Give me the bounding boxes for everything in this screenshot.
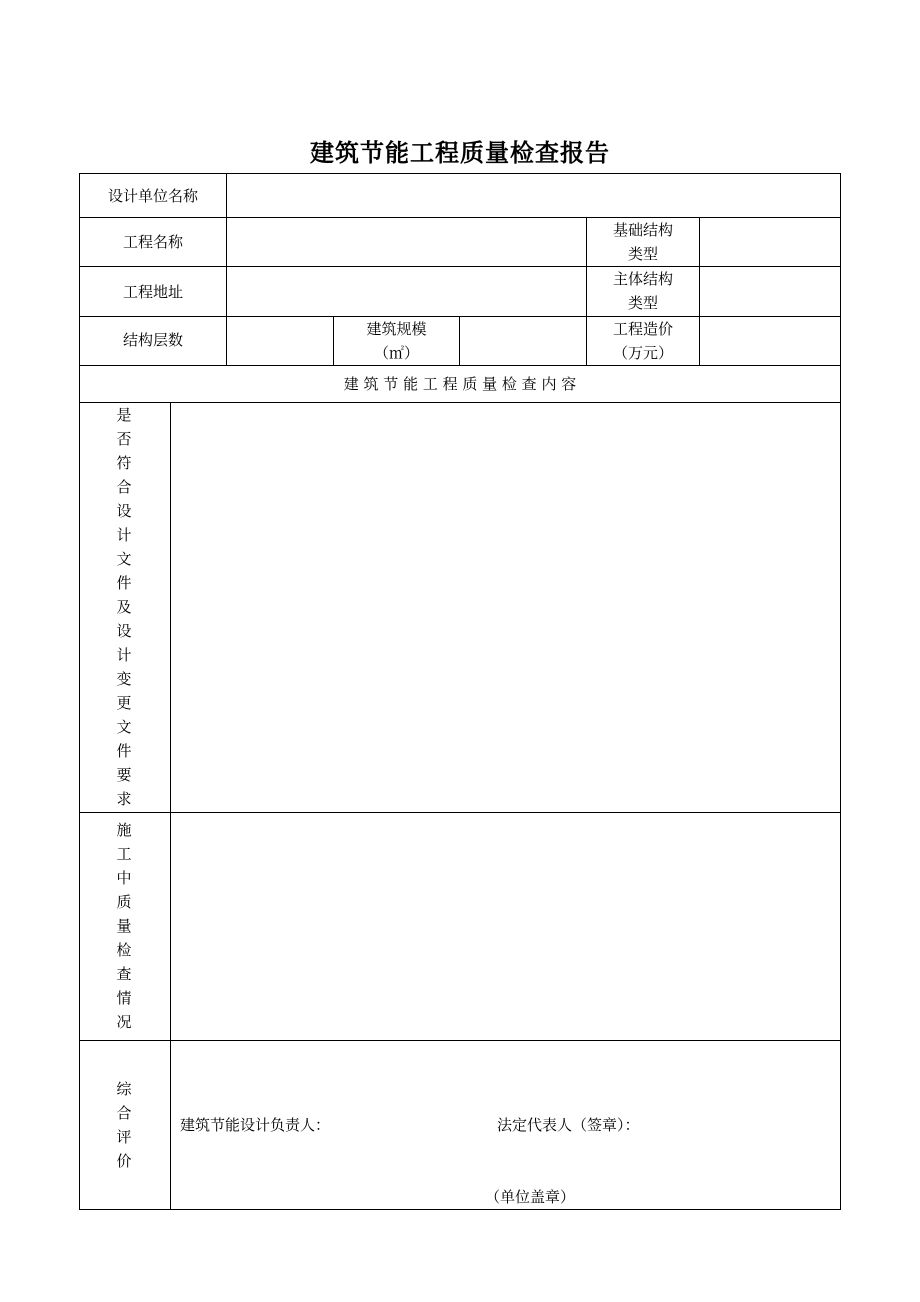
section-char: 计: [116, 646, 132, 664]
main-structure-field[interactable]: [700, 267, 840, 316]
section-char: 施: [116, 821, 132, 839]
scale-label-line2: （㎡）: [373, 344, 419, 362]
section-char: 件: [116, 742, 132, 760]
section-char: 设: [116, 502, 132, 520]
section-char: 设: [116, 622, 132, 640]
project-name-field[interactable]: [227, 218, 586, 266]
section-char: 及: [116, 598, 132, 616]
design-unit-label: 设计单位名称: [107, 187, 198, 205]
section-char: 评: [116, 1128, 132, 1146]
section-char: 价: [116, 1152, 132, 1170]
scale-field[interactable]: [460, 317, 586, 365]
section-char: 是: [116, 406, 132, 424]
section-char: 中: [116, 869, 132, 887]
evaluation-label: [109, 1077, 139, 1173]
section-char: 件: [116, 574, 132, 592]
construction-quality-label: [109, 818, 139, 1034]
designer-signature-label: 建筑节能设计负责人：: [180, 1116, 331, 1134]
unit-stamp-label: （单位盖章）: [484, 1188, 575, 1206]
section-char: 检: [116, 941, 132, 959]
floors-field[interactable]: [227, 317, 333, 365]
foundation-type-label-line1: 基础结构: [612, 221, 673, 239]
section-char: 文: [116, 550, 132, 568]
project-name-label: 工程名称: [122, 233, 183, 251]
section-char: 查: [116, 965, 132, 983]
document-title: 建筑节能工程质量检查报告: [310, 138, 610, 167]
section-char: 更: [116, 694, 132, 712]
design-unit-field[interactable]: [227, 174, 840, 217]
compliance-content[interactable]: [171, 403, 840, 812]
compliance-label: [109, 403, 139, 811]
foundation-type-label-line2: 类型: [627, 245, 658, 263]
section-char: 符: [116, 454, 132, 472]
section-char: 合: [116, 1104, 132, 1122]
project-address-field[interactable]: [227, 267, 586, 316]
section-char: 合: [116, 478, 132, 496]
cost-label-line1: 工程造价: [612, 320, 673, 338]
section-char: 质: [116, 893, 132, 911]
section-char: 要: [116, 766, 132, 784]
section-char: 变: [116, 670, 132, 688]
main-structure-label-line2: 类型: [627, 294, 658, 312]
section-char: 工: [116, 845, 132, 863]
cost-label-line2: （万元）: [612, 344, 673, 362]
foundation-type-field[interactable]: [700, 218, 840, 266]
project-address-label: 工程地址: [122, 283, 183, 301]
section-char: 否: [116, 430, 132, 448]
section-char: 情: [116, 989, 132, 1007]
section-char: 综: [116, 1080, 132, 1098]
content-header: 建 筑 节 能 工 程 质 量 检 查 内 容: [343, 375, 577, 393]
cost-field[interactable]: [700, 317, 840, 365]
section-char: 况: [116, 1013, 132, 1031]
section-char: 量: [116, 917, 132, 935]
main-structure-label-line1: 主体结构: [612, 270, 673, 288]
scale-label-line1: 建筑规模: [366, 320, 427, 338]
construction-quality-content[interactable]: [171, 813, 840, 1040]
section-char: 文: [116, 718, 132, 736]
section-char: 求: [116, 790, 132, 808]
section-char: 计: [116, 526, 132, 544]
legal-rep-signature-label: 法定代表人（签章）：: [497, 1116, 640, 1134]
floors-label: 结构层数: [122, 331, 183, 349]
